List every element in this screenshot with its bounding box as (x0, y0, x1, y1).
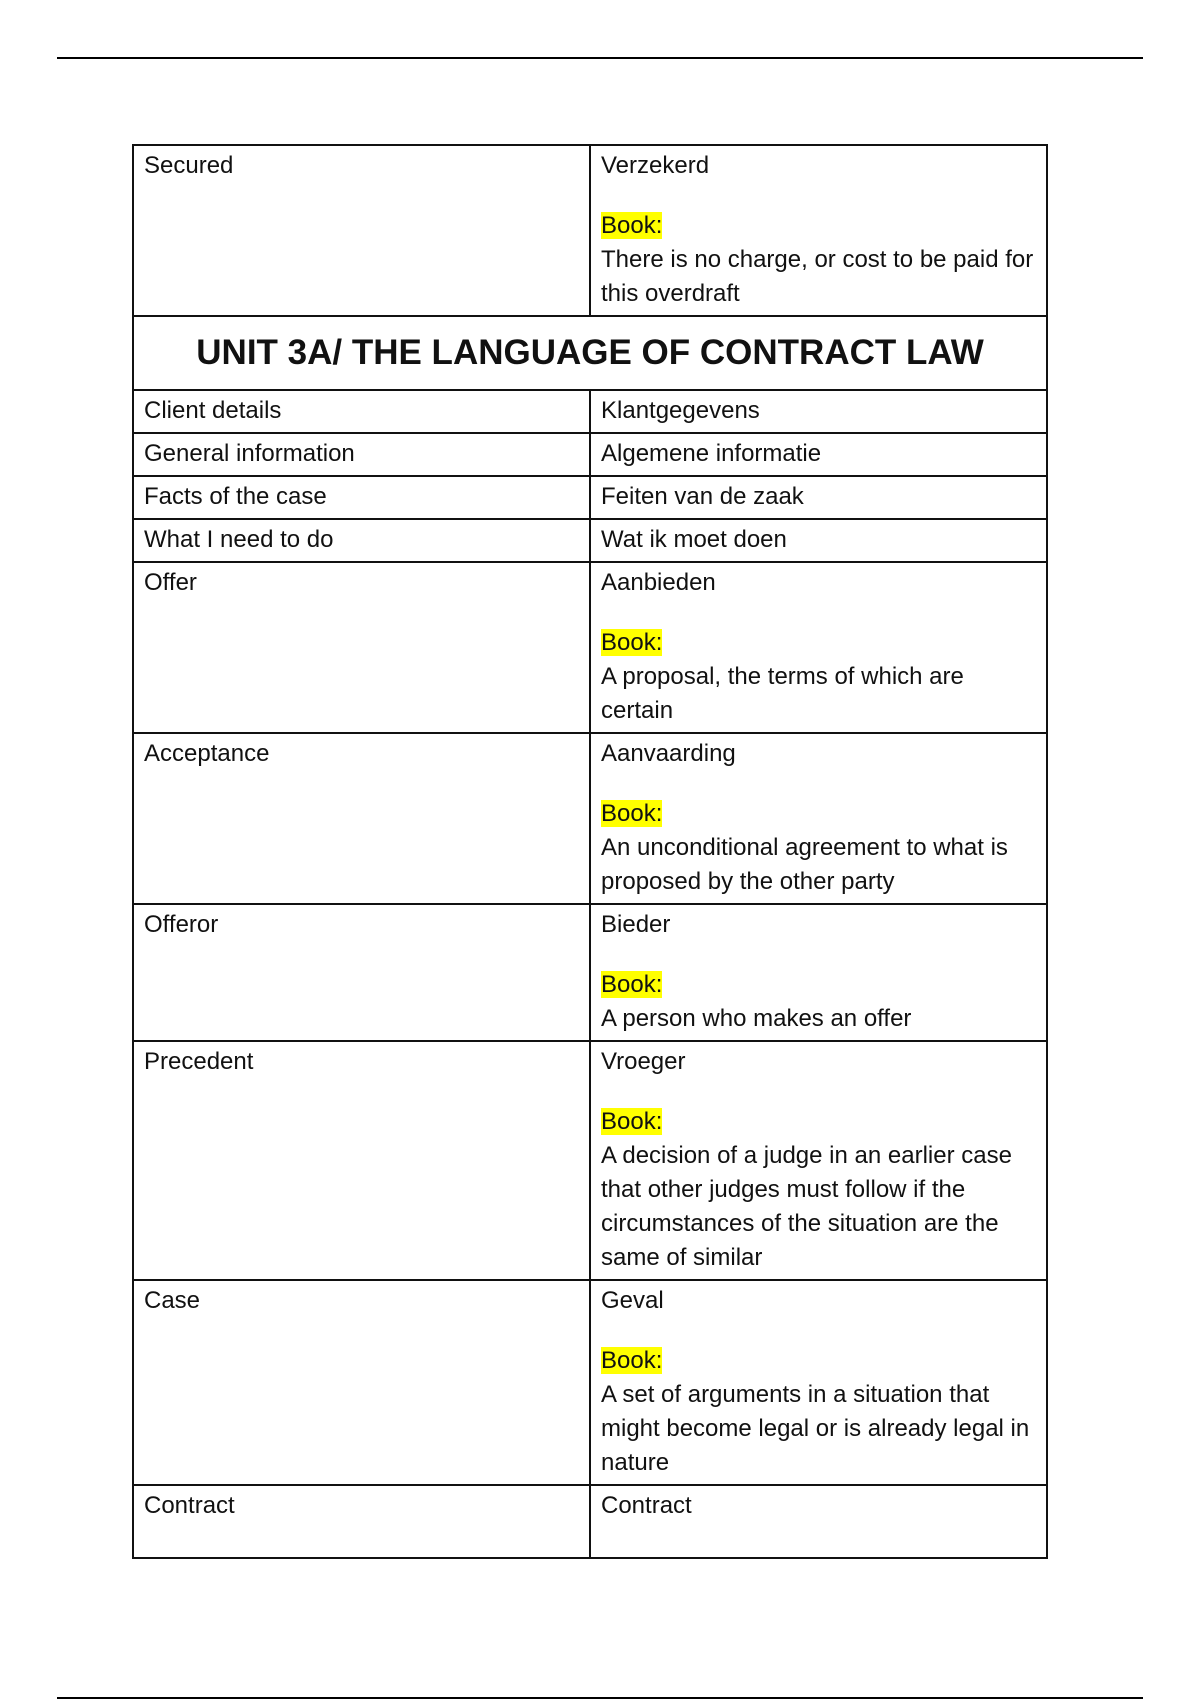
book-label: Book: (601, 212, 663, 239)
translation-cell (590, 1280, 1047, 1485)
table-row (133, 733, 1047, 904)
term-text: What I need to do (144, 526, 334, 553)
definition-text: A person who makes an offer (601, 1005, 912, 1032)
table-row (133, 519, 1047, 562)
book-label: Book: (601, 629, 663, 656)
translation-cell (590, 1485, 1047, 1558)
definition-text: A proposal, the terms of which are certain (601, 663, 964, 724)
term-cell (133, 476, 590, 519)
vocabulary-table (132, 144, 1048, 1559)
term-cell (133, 433, 590, 476)
term-cell (133, 562, 590, 733)
definition-text: A set of arguments in a situation that might become legal or is already legal in nature (601, 1381, 1030, 1476)
table-row (133, 390, 1047, 433)
translation-text: Algemene informatie (601, 440, 822, 467)
book-label: Book: (601, 1108, 663, 1135)
term-cell (133, 733, 590, 904)
translation-text: Aanvaarding (601, 740, 736, 767)
translation-text: Aanbieden (601, 569, 716, 596)
term-text: Offer (144, 569, 197, 596)
translation-text: Klantgegevens (601, 397, 760, 424)
term-text: Acceptance (144, 740, 270, 767)
definition-text: There is no charge, or cost to be paid for this overdraft (601, 246, 1034, 307)
term-text: Facts of the case (144, 483, 327, 510)
definition-text: A decision of a judge in an earlier case that other judges must follow if the circumstances of the situation are the same of similar (601, 1142, 1012, 1271)
table-row (133, 476, 1047, 519)
translation-text: Bieder (601, 911, 671, 938)
term-text: Client details (144, 397, 282, 424)
translation-cell (590, 145, 1047, 316)
term-text: Case (144, 1287, 201, 1314)
translation-text: Verzekerd (601, 152, 710, 179)
table-row (133, 145, 1047, 316)
section-heading: UNIT 3A/ THE LANGUAGE OF CONTRACT LAW (133, 316, 1047, 390)
book-label: Book: (601, 1347, 663, 1374)
term-text: General information (144, 440, 355, 467)
term-cell (133, 519, 590, 562)
translation-text: Feiten van de zaak (601, 483, 804, 510)
term-cell (133, 904, 590, 1041)
term-cell (133, 1485, 590, 1558)
header-rule (57, 57, 1143, 59)
term-cell (133, 390, 590, 433)
translation-text: Wat ik moet doen (601, 526, 787, 553)
translation-cell (590, 904, 1047, 1041)
table-row (133, 1041, 1047, 1280)
translation-text: Geval (601, 1287, 664, 1314)
translation-cell (590, 733, 1047, 904)
translation-cell (590, 519, 1047, 562)
table-row (133, 904, 1047, 1041)
term-text: Offeror (144, 911, 219, 938)
term-text: Secured (144, 152, 234, 179)
term-text: Contract (144, 1492, 235, 1519)
translation-cell (590, 476, 1047, 519)
table-row (133, 1485, 1047, 1558)
term-cell (133, 145, 590, 316)
table-row (133, 562, 1047, 733)
footer-rule (57, 1697, 1143, 1699)
section-heading-row (133, 316, 1047, 390)
translation-cell (590, 562, 1047, 733)
term-cell (133, 1280, 590, 1485)
translation-cell (590, 433, 1047, 476)
book-label: Book: (601, 971, 663, 998)
book-label: Book: (601, 800, 663, 827)
translation-cell (590, 390, 1047, 433)
term-text: Precedent (144, 1048, 254, 1075)
translation-text: Vroeger (601, 1048, 686, 1075)
table-row (133, 433, 1047, 476)
translation-text: Contract (601, 1492, 692, 1519)
definition-text: An unconditional agreement to what is proposed by the other party (601, 834, 1008, 895)
table-row (133, 1280, 1047, 1485)
translation-cell (590, 1041, 1047, 1280)
term-cell (133, 1041, 590, 1280)
